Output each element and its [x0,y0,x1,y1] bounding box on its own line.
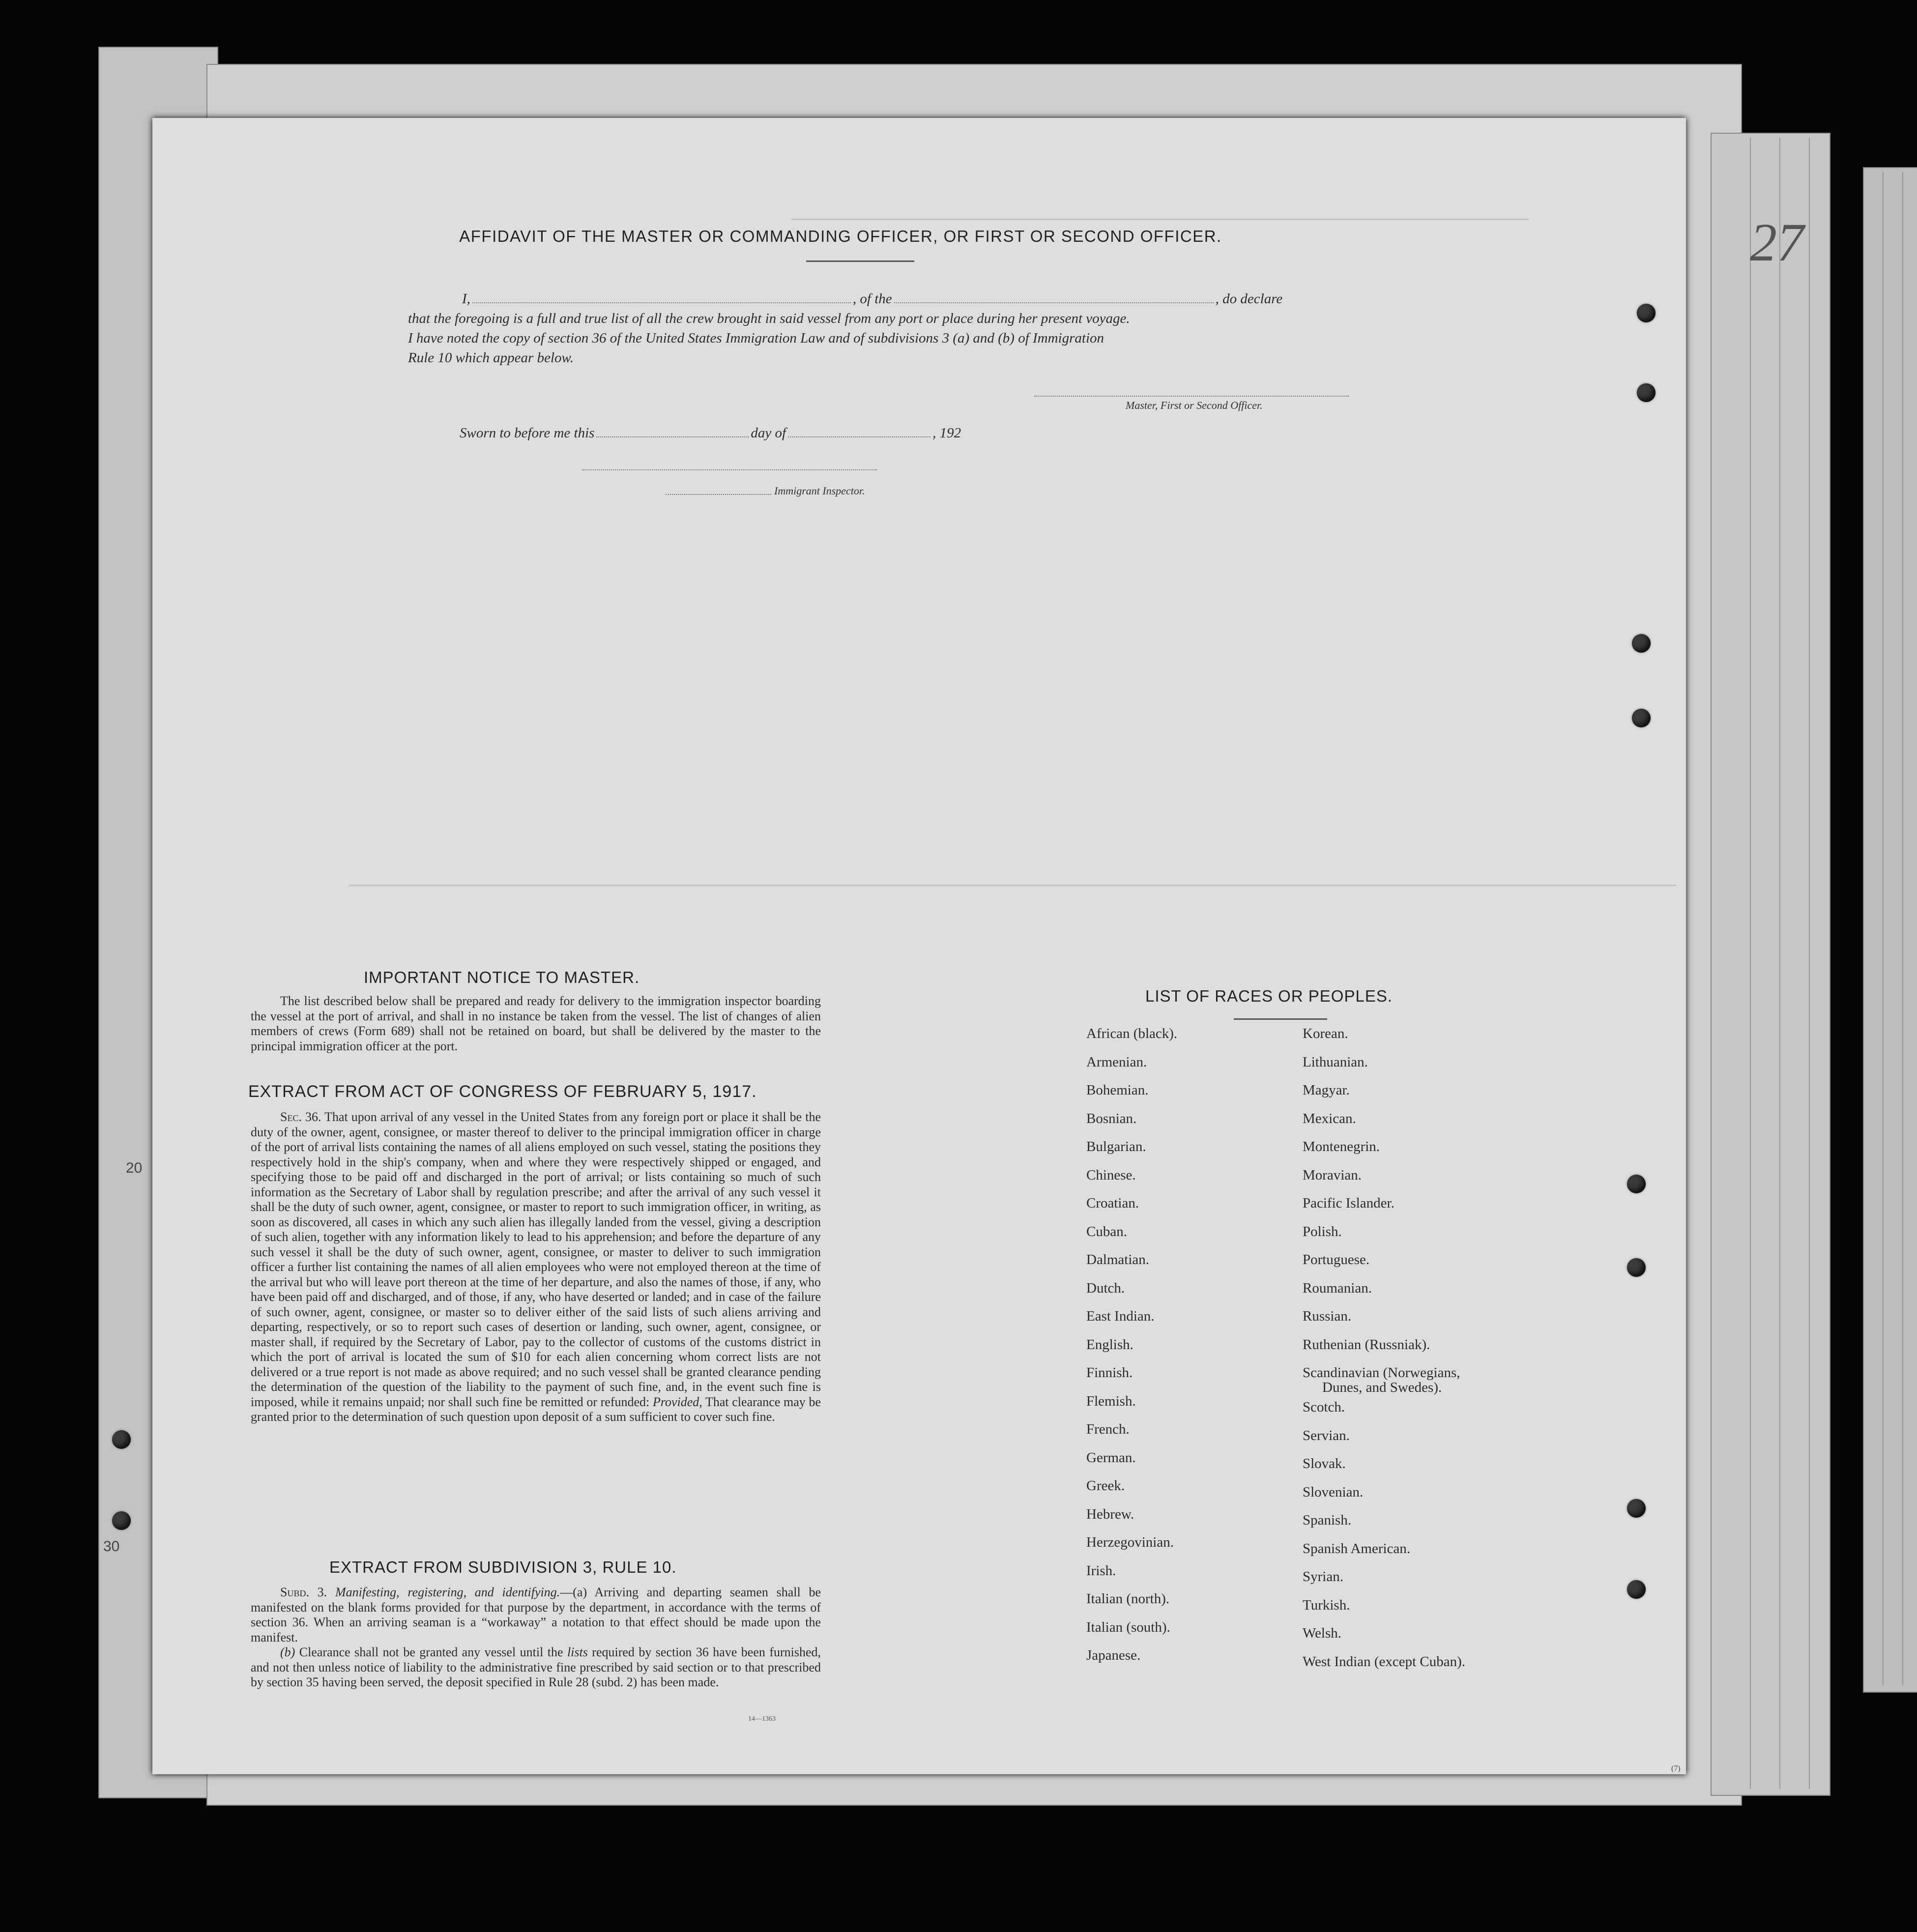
race-item: Dunes, and Swedes). [1322,1380,1442,1395]
punch-hole [1632,709,1651,727]
act-heading: EXTRACT FROM ACT OF CONGRESS OF FEBRUARY 5, 1917. [248,1082,757,1101]
day-blank [596,436,749,437]
affidavit-i: I, [462,291,470,307]
rule-a-text: —(a) Arriving and departing seamen shall be manifested on the blank forms provided for that purpose by the department, in accordance with the terms of section 36. When an arriving seaman is a “workaway” a notation to that effect should be made upon the manifest. [251,1585,821,1644]
punch-hole [1632,634,1651,653]
race-item: Servian. [1303,1427,1350,1443]
races-heading: LIST OF RACES OR PEOPLES. [1145,987,1393,1005]
punch-hole [1627,1175,1646,1193]
rule-b-text-2: required by section 36 have been furnished, and not then unless notice of liability to the administrative fine prescribed by said section or to that prescribed by section 35 having been served, the deposit specified in Rule 28 (subd. 2) has been made. [251,1645,821,1689]
affidavit-line-1 [462,291,1282,307]
sworn-year: , 192 [932,425,961,441]
affidavit-declare: , do declare [1215,291,1283,307]
punch-hole [1627,1580,1646,1599]
race-item: Scandinavian (Norwegians, [1303,1365,1460,1381]
race-item: Hebrew. [1086,1506,1134,1522]
race-item: Scotch. [1303,1399,1345,1415]
main-document-page [152,118,1686,1774]
race-item: Slovak. [1303,1456,1346,1471]
notice-text [251,994,821,1054]
act-text-part2: That clearance may be granted prior to the determination of such question upon deposit of a sum sufficient to cover such fine. [251,1394,821,1424]
race-item: Spanish. [1303,1512,1352,1528]
punch-hole [112,1511,131,1530]
act-section-label: Sec. 36. [280,1110,321,1124]
vessel-blank [894,302,1214,303]
race-item: Moravian. [1303,1167,1362,1183]
act-provided: Provided, [652,1394,702,1409]
notice-heading: IMPORTANT NOTICE TO MASTER. [364,968,640,986]
race-item: French. [1086,1421,1130,1437]
races-column-2 [1303,1026,1529,1682]
race-item: Chinese. [1086,1167,1136,1183]
sworn-text: Sworn to before me this [460,425,595,441]
name-blank [472,302,851,303]
back-sheet-far-right [1863,167,1917,1693]
punch-hole [1637,383,1656,402]
margin-number-20: 20 [126,1160,143,1176]
punch-hole [1627,1258,1646,1277]
race-item: Slovenian. [1303,1484,1364,1500]
affidavit-of-the: , of the [852,291,892,307]
rule-heading: EXTRACT FROM SUBDIVISION 3, RULE 10. [329,1558,677,1576]
race-item: Flemish. [1086,1393,1136,1409]
race-item: Polish. [1303,1223,1342,1240]
race-item: Pacific Islander. [1303,1195,1394,1211]
rule-subd-heading: Manifesting, registering, and identifying. [335,1585,560,1599]
notice-paragraph: The list described below shall be prepared and ready for delivery to the immigration inspector boarding the vessel at the port of arrival, and shall in no instance be taken from the vessel. The list of changes of alien members of crews (Form 689) shall not be retained on board, but shall be delivered by the master to the principal immigration officer at the port. [251,994,821,1053]
race-item: Italian (south). [1086,1619,1170,1635]
bleed-through-rule [349,885,1676,886]
grid-line [1809,138,1810,1789]
race-item: Dutch. [1086,1280,1125,1296]
affidavit-line-3: I have noted the copy of section 36 of the United States Immigration Law and of subdivisions 3 (a) and (b) of Immigration [408,330,1104,346]
handwritten-number: 27 [1750,212,1804,272]
races-column-1 [1086,1026,1263,1676]
race-item: Armenian. [1086,1054,1147,1070]
sworn-line [460,425,961,441]
race-item: African (black). [1086,1026,1178,1041]
inspector-label: Immigrant Inspector. [774,485,865,497]
rule-text [251,1585,821,1690]
grid-line [1779,138,1780,1789]
race-item: Welsh. [1303,1625,1342,1641]
day-of: day of [751,425,786,441]
rule-b-lists: lists [567,1645,588,1659]
race-item: Turkish. [1303,1597,1350,1613]
affidavit-line-2: that the foregoing is a full and true list of all the crew brought in said vessel from any port or place during her present voyage. [408,311,1130,326]
race-item: Spanish American. [1303,1540,1411,1557]
back-sheet-right [1711,133,1830,1796]
race-item: Herzegovinian. [1086,1534,1174,1550]
race-item: Korean. [1303,1026,1348,1041]
rule-b-text-1: Clearance shall not be granted any vessel until the [299,1645,563,1659]
race-item: Italian (north). [1086,1591,1170,1607]
corner-code: (7) [1671,1764,1681,1773]
rule-b-label: (b) [280,1645,295,1659]
race-item: Greek. [1086,1478,1125,1494]
print-code: 14—1363 [748,1715,776,1723]
race-item: Magyar. [1303,1082,1350,1098]
punch-hole [112,1430,131,1449]
punch-hole [1637,304,1656,322]
race-item: Bosnian. [1086,1110,1137,1126]
title-divider [806,260,914,262]
inspector-dots [666,494,771,495]
grid-line [1883,172,1884,1686]
act-text-part1: That upon arrival of any vessel in the United States from any foreign port or place it shall be the duty of the owner, agent, consignee, or master thereof to deliver to the principal immigration officer in charge of the port of arrival lists containing the names of all aliens employed on such vessel, stating the positions they respectively hold in the ship's company, when and where they were respectively shipped or engaged, and specifying those to be paid off and discharged in the port of arrival; or lists containing so much of such information as the Secretary of Labor shall by regulation prescribe; and after the arrival of any such vessel it shall be the duty of such owner, agent, consignee, or master to report to such immigration officer, in writing, as soon as discovered, all cases in which any such alien has illegally landed from the vessel, giving a description of such alien, together with any information likely to lead to his apprehension; and before the departure of any such vessel it shall be the duty of such owner, agent, consignee, or master to deliver to such immigration officer a further list containing the names of all alien employees who were not employed thereon at the time of the arrival but who will leave port thereon at the time of her departure, and also the names of those, if any, who have been paid off and discharged, and of those, if any, who have deserted or landed; and in case of the failure of such owner, agent, consignee, or master so to deliver either of the said lists of such aliens arriving and departing, respectively, or so to report such cases of desertion or landing, such owner, agent, consignee, or master shall, if required by the Secretary of Labor, pay to the collector of customs of the customs district in which the port of arrival is located the sum of $10 for each alien concerning whom correct lists are not delivered or a true report is not made as above required; and no such vessel shall be granted clearance pending the determination of the question of the liability to the payment of such fine, and, in the event such fine is imposed, while it remains unpaid; nor shall such fine be remitted or refunded: [251,1110,821,1409]
race-item: Ruthenian (Russniak). [1303,1336,1430,1353]
affidavit-line-4: Rule 10 which appear below. [408,350,574,366]
bleed-through-rule [791,219,1529,220]
affidavit-title: AFFIDAVIT OF THE MASTER OR COMMANDING OFFICER, OR FIRST OR SECOND OFFICER. [459,227,1222,245]
grid-line [1750,138,1751,1789]
race-item: Finnish. [1086,1365,1133,1381]
race-item: Roumanian. [1303,1280,1372,1296]
race-item: Syrian. [1303,1569,1343,1585]
grid-line [1902,172,1903,1686]
race-item: Croatian. [1086,1195,1139,1211]
race-item: English. [1086,1336,1133,1353]
race-item: Cuban. [1086,1223,1127,1240]
act-text [251,1110,821,1425]
race-item: Lithuanian. [1303,1054,1368,1070]
race-item: Portuguese. [1303,1252,1370,1268]
races-divider [1234,1018,1327,1020]
race-item: West Indian (except Cuban). [1303,1653,1466,1670]
race-item: Bohemian. [1086,1082,1149,1098]
race-item: Mexican. [1303,1110,1356,1126]
margin-number-30: 30 [103,1538,120,1555]
punch-hole [1627,1499,1646,1518]
race-item: Dalmatian. [1086,1252,1150,1268]
race-item: Montenegrin. [1303,1139,1380,1154]
race-item: Russian. [1303,1308,1352,1324]
master-label: Master, First or Second Officer. [1126,399,1263,411]
race-item: Japanese. [1086,1647,1141,1663]
race-item: East Indian. [1086,1308,1155,1324]
master-signature-line [1034,396,1349,397]
month-blank [788,436,930,437]
rule-subd-label: Subd. 3. [280,1585,327,1599]
race-item: Irish. [1086,1562,1116,1579]
race-item: German. [1086,1449,1136,1466]
race-item: Bulgarian. [1086,1139,1146,1154]
inspector-signature-line [582,469,877,470]
